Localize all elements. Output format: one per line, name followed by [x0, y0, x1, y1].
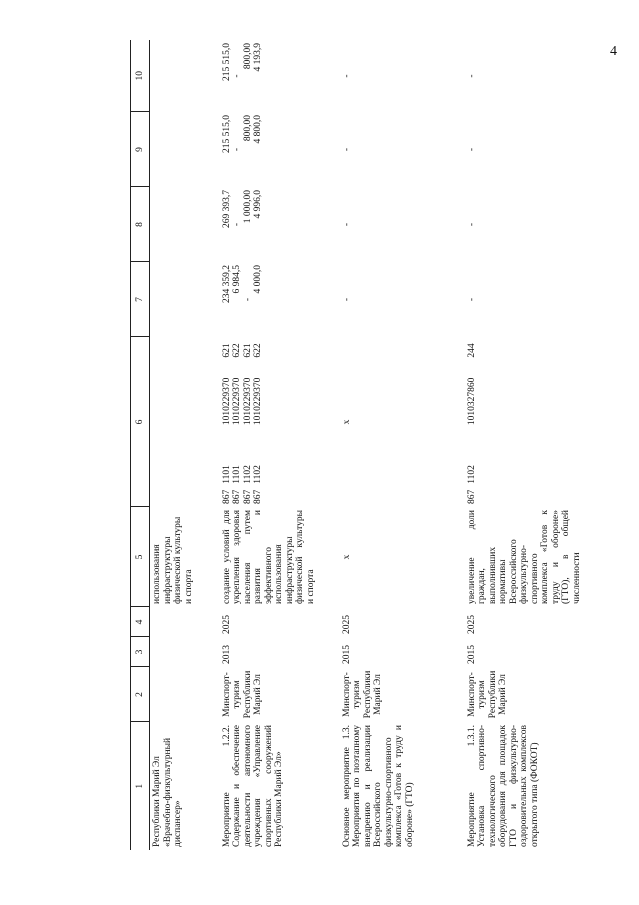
program-table — [130, 40, 605, 850]
row1-measure: Мероприятие 1.2.2. Содержание и обеспечение деятельности автономного учреждения «Управление спортивных сооружений Республики Марий Эл» — [221, 725, 284, 847]
row1-result: создание условий для укрепления здоровья населения путем развития и эффективного использования инфраструктуры физической культуры и спорта — [221, 510, 316, 604]
csr-code: 1010229370 — [253, 377, 263, 426]
row0-y8 — [150, 187, 220, 262]
grbs-code: 867 — [221, 489, 232, 504]
vr-code: 622 — [232, 343, 242, 358]
col-header-7: 7 — [131, 262, 150, 337]
vr-code: 622 — [253, 343, 263, 358]
row3-y10: - — [466, 74, 477, 78]
value-cell: 234 359,2 — [221, 265, 232, 303]
row0-y9 — [150, 112, 220, 187]
rz-code: 1101 — [232, 465, 242, 484]
rz-code: 1101 — [221, 465, 232, 484]
row0-end — [150, 607, 220, 637]
row3-y9: - — [466, 147, 477, 152]
value-cell: 800,00 — [242, 115, 253, 142]
row1-codes — [220, 337, 340, 507]
row0-start — [150, 637, 220, 667]
table-row — [340, 40, 465, 850]
row0-codes — [150, 337, 220, 507]
value-cell: - — [242, 297, 253, 302]
col-header-8: 8 — [131, 187, 150, 262]
row0-measure: Республики Марий Эл «Врачебно-физкультурный диспансер» — [152, 737, 183, 847]
value-cell: 6 984,5 — [232, 265, 242, 294]
row3-start: 2015 — [466, 645, 477, 664]
row1-y9 — [220, 112, 340, 187]
row2-start: 2015 — [341, 645, 352, 664]
row1-y8 — [220, 187, 340, 262]
grbs-code: 867 — [466, 489, 477, 504]
value-cell: 800,00 — [242, 43, 253, 70]
value-cell: 215 515,0 — [221, 43, 232, 81]
rz-code: 1102 — [466, 465, 477, 484]
row1-grbs — [222, 490, 264, 504]
grbs-code: 867 — [242, 489, 253, 504]
row2-y10: - — [341, 74, 352, 78]
row0-y7 — [150, 262, 220, 337]
table-row — [220, 40, 340, 850]
col-header-3: 3 — [131, 637, 150, 667]
row2-y8: - — [341, 222, 352, 227]
col-header-9: 9 — [131, 112, 150, 187]
row0-result: использования инфраструктуры физической культуры и спорта — [152, 516, 194, 604]
value-cell: 215 515,0 — [221, 115, 232, 153]
vr-code: 621 — [221, 343, 232, 358]
row2-end: 2025 — [341, 615, 352, 634]
col-header-5: 5 — [131, 507, 150, 607]
csr-code: 1010229370 — [232, 377, 242, 426]
value-cell: - — [232, 147, 242, 152]
row1-end: 2025 — [221, 615, 232, 634]
csr-code: 1010327860 — [466, 377, 477, 426]
row0-y10 — [150, 40, 220, 112]
row1-csr — [222, 378, 264, 426]
table-row — [150, 40, 220, 850]
rz-code: 1102 — [253, 465, 263, 484]
col-header-4: 4 — [131, 607, 150, 637]
rotated-table-container — [130, 40, 639, 850]
csr-code: 1010229370 — [221, 377, 232, 426]
value-cell: 1 000,00 — [242, 190, 253, 224]
row3-executor: Минспорт-туризм Республики Марий Эл — [466, 670, 508, 719]
row1-executor: Минспорт-туризм Республики Марий Эл — [221, 670, 263, 719]
value-cell: 269 393,7 — [221, 190, 232, 228]
row1-start: 2013 — [221, 645, 232, 664]
grbs-code: 867 — [232, 489, 242, 504]
value-cell: - — [232, 222, 242, 227]
grbs-code: 867 — [253, 489, 263, 504]
value-cell: 4 193,9 — [253, 43, 263, 72]
row2-y9: - — [341, 147, 352, 152]
row1-rz — [222, 465, 264, 484]
row1-y7 — [220, 262, 340, 337]
row3-result: увеличение доли граждан, выполнивших нормативы Всероссийского физкультурно-спортивного комплекса «Готов к труду и обороне» (ГТО), в общей численности — [466, 510, 582, 604]
col-header-6: 6 — [131, 337, 150, 507]
col-header-2: 2 — [131, 667, 150, 722]
row2-measure: Основное мероприятие 1.3. Мероприятия по поэтапному внедрению и реализации Всероссийского физкультурно-спортивного комплекса «Готов к труду и обороне» (ГТО) — [341, 725, 415, 847]
page-number: 4 — [610, 44, 617, 59]
row3-codes — [465, 337, 605, 507]
col-header-1: 1 — [131, 722, 150, 850]
row3-y8: - — [466, 222, 477, 227]
row2-codes: x — [341, 419, 352, 425]
vr-code: 244 — [466, 343, 477, 358]
vr-code: 621 — [242, 343, 253, 358]
rz-code: 1102 — [242, 465, 253, 484]
value-cell: - — [232, 74, 242, 78]
row0-executor — [150, 667, 220, 722]
row1-y10 — [220, 40, 340, 112]
value-cell: 4 996,0 — [253, 190, 263, 219]
row3-y7: - — [466, 297, 477, 302]
table-row — [465, 40, 605, 850]
col-header-10: 10 — [131, 40, 150, 112]
row2-y7: - — [341, 297, 352, 302]
row3-measure: Мероприятие 1.3.1. Установка спортивно-технологического оборудования для площадок ГТО и физкультурно-оздоровительных комплексов открытого типа (ФОКОТ) — [466, 725, 540, 847]
row1-vr — [222, 343, 264, 357]
value-cell: 4 800,0 — [253, 115, 263, 144]
row2-executor: Минспорт-туризм Республики Марий Эл — [341, 670, 383, 719]
column-number-row — [131, 40, 150, 850]
row3-end: 2025 — [466, 615, 477, 634]
csr-code: 1010229370 — [242, 377, 253, 426]
row2-result: x — [341, 554, 352, 560]
value-cell: 4 000,0 — [253, 265, 263, 294]
